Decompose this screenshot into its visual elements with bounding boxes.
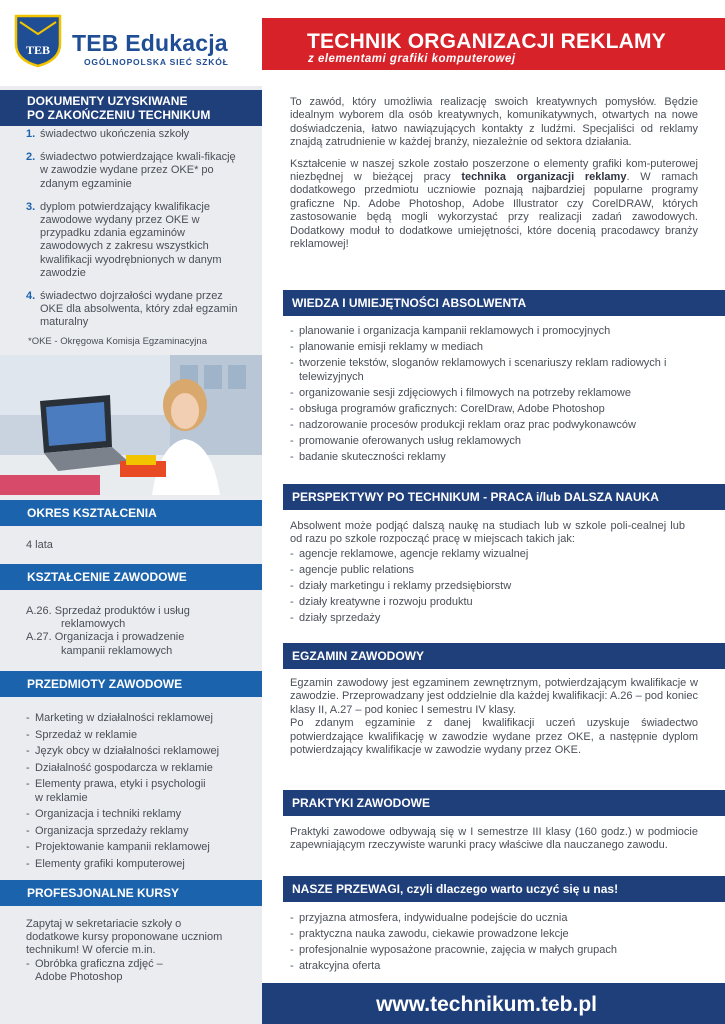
skills-heading: WIEDZA I UMIEJĘTNOŚCI ABSOLWENTA (283, 290, 725, 316)
qualification-a26: A.26. Sprzedaż produktów i usług reklamowych (26, 605, 190, 631)
list-item: - praktyczna nauka zawodu, ciekawie prowadzone lekcje (290, 928, 698, 941)
oke-footnote: *OKE - Okręgowa Komisja Egzaminacyjna (28, 336, 207, 347)
docs-list (26, 128, 240, 330)
period-heading: OKRES KSZTAŁCENIA (0, 500, 262, 526)
qualification-a27: A.27. Organizacja i prowadzenie kampanii reklamowych (26, 631, 185, 657)
docs-heading-line1: DOKUMENTY UZYSKIWANE (27, 94, 188, 108)
brand-name: TEB Edukacja (72, 30, 228, 56)
list-item: - przyjazna atmosfera, indywidualne podejście do ucznia (290, 912, 698, 925)
advantages-list (290, 912, 698, 974)
list-item: 1. świadectwo ukończenia szkoły (26, 128, 190, 140)
intro-text (290, 96, 698, 259)
list-item: - działy kreatywne i rozwoju produktu (290, 596, 685, 609)
advantages-heading-rest: czyli dlaczego warto uczyć się u nas! (403, 882, 619, 896)
list-item: 3. dyplom potwierdzający kwalifikacje zawodowe wydany przez OKE w przypadku zdania egzaminów zawodowych z zakresu wszystkich kwalifikacji wyodrębnionych w danym zawodzie (26, 200, 222, 279)
list-item: - organizowanie sesji zdjęciowych i filmowych na potrzeby reklamowe (290, 387, 698, 400)
brand-tagline: OGÓLNOPOLSKA SIEĆ SZKÓŁ (84, 57, 229, 67)
list-item: - agencje reklamowe, agencje reklamy wizualnej (290, 548, 685, 561)
list-item: - promowanie oferowanych usług reklamowych (290, 435, 698, 448)
website-link[interactable]: www.technikum.teb.pl (376, 993, 597, 1016)
list-item: - działy sprzedaży (290, 612, 685, 625)
list-item: - Marketing w działalności reklamowej (26, 712, 248, 725)
list-item: - tworzenie tekstów, sloganów reklamowych i scenariuszy reklam radiowych i telewizyjnych (290, 357, 670, 384)
list-item: - Działalność gospodarcza w reklamie (26, 762, 248, 775)
exam-block (290, 677, 698, 765)
list-item: - Organizacja sprzedaży reklamy (26, 825, 248, 838)
student-photo (0, 355, 262, 495)
prospects-intro: Absolwent może podjąć dalszą naukę na studiach lub w szkole poli-cealnej lub od razu po szkole rozpocząć pracę w miejscach takich jak: (290, 520, 685, 546)
practice-heading: PRAKTYKI ZAWODOWE (283, 790, 725, 816)
subjects-heading: PRZEDMIOTY ZAWODOWE (0, 671, 262, 697)
vocational-heading: KSZTAŁCENIE ZAWODOWE (0, 564, 262, 590)
vocational-list (26, 605, 216, 658)
period-value: 4 lata (26, 539, 53, 551)
list-item: - planowanie emisji reklamy w mediach (290, 341, 698, 354)
list-item: - agencje public relations (290, 564, 685, 577)
page-title: TECHNIK ORGANIZACJI REKLAMY (307, 30, 666, 53)
list-item: - obsługa programów graficznych: CorelDraw, Adobe Photoshop (290, 403, 698, 416)
logo-text: TEB (25, 43, 51, 57)
prospects-heading: PERSPEKTYWY PO TECHNIKUM - PRACA i/lub DALSZA NAUKA (283, 484, 725, 510)
list-item: - badanie skuteczności reklamy (290, 451, 698, 464)
advantages-block (290, 912, 698, 976)
exam-paragraph-2: Po zdanym egzaminie z danej kwalifikacji uczeń uzyskuje świadectwo potwierdzające kwalifikację w zawodzie wydane przez OKE, a następnie dyplom potwierdzający kwalifikacje w zawodzie wydany przez OKE. (290, 717, 698, 757)
list-item: - Sprzedaż w reklamie (26, 729, 248, 742)
list-item: - działy marketingu i reklamy przedsiębiorstw (290, 580, 685, 593)
advantages-heading-bold: NASZE PRZEWAGI, (292, 882, 404, 896)
subjects-list (26, 712, 248, 871)
skills-block (290, 325, 698, 467)
docs-heading (0, 90, 262, 126)
exam-paragraph-1: Egzamin zawodowy jest egzaminem zewnętrznym, potwierdzającym kwalifikacje w zawodzie. Przeprowadzany jest oddzielnie dla każdej kwalifikacji: A.26 – pod koniec klasy II, A.27 – pod koniec I semestru IV klasy. (290, 677, 698, 716)
list-item: - atrakcyjna oferta (290, 960, 698, 973)
prospects-list (290, 548, 685, 626)
list-item: 2. świadectwo potwierdzające kwali-fikację w zawodzie wydane przez OKE* po zdanym egzaminie (26, 151, 236, 190)
docs-list-block (26, 128, 240, 340)
list-item: - Język obcy w działalności reklamowej (26, 745, 248, 758)
skills-list (290, 325, 698, 464)
list-item: 4. świadectwo dojrzałości wydane przez OKE dla absolwenta, który zdał egzamin maturalny (26, 290, 238, 329)
list-item: - Elementy grafiki komputerowej (26, 858, 248, 871)
list-item: - Obróbka graficzna zdjęć – Adobe Photoshop (26, 958, 176, 984)
footer-left-strip (0, 983, 262, 1024)
prospects-block (290, 520, 685, 628)
list-item: - nadzorowanie procesów produkcji reklam oraz prac podwykonawców (290, 419, 698, 432)
practice-text: Praktyki zawodowe odbywają się w I semestrze III klasy (160 godz.) w podmiocie zapewniającym rzeczywiste warunki pracy właściwe dla nauczanego zawodu. (290, 826, 698, 852)
exam-heading: EGZAMIN ZAWODOWY (283, 643, 725, 669)
list-item: - Elementy prawa, etyki i psychologii w reklamie (26, 778, 211, 804)
list-item: - Projektowanie kampanii reklamowej (26, 841, 248, 854)
teb-shield-logo (14, 14, 62, 68)
intro-paragraph-1: To zawód, który umożliwia realizację swoich kreatywnych pomysłów. Będzie idealnym wyborem dla osób kreatywnych, komunikatywnych, otwartych na nowe doświadczenia, łatwo nawiązujących kontakty z ludźmi. Specjaliści od reklamy znajdą zatrudnienie w każdej branży, niezależnie od sektora działania. (290, 96, 698, 149)
list-item: - planowanie i organizacja kampanii reklamowych i promocyjnych (290, 325, 698, 338)
page-subtitle: z elementami grafiki komputerowej (308, 53, 516, 65)
docs-heading-line2: PO ZAKOŃCZENIU TECHNIKUM (27, 108, 211, 122)
list-item: - Organizacja i techniki reklamy (26, 808, 248, 821)
subjects-block (26, 712, 248, 875)
list-item: - profesjonalnie wyposażone pracownie, zajęcia w małych grupach (290, 944, 698, 957)
intro-paragraph-2: Kształcenie w naszej szkole zostało poszerzone o elementy grafiki kom-puterowej niezbędnej w bieżącej pracy technika organizacji reklamy. W ramach dodatkowego przedmiotu uczniowie poznają najbardziej popularne programy graficzne Np. Adobe Photoshop, Adobe Illustrator czy CorelDRAW, których zastosowanie będą mogli wykorzystać przy realizacji zadań zawodowych. Dodatkowy moduł to dodatkowe umiejętności, które docenią pracodawcy branży reklamowej! (290, 157, 698, 251)
courses-intro: Zapytaj w sekretariacie szkoły o dodatkowe kursy proponowane uczniom technikum! W ofercie m.in. (26, 918, 223, 957)
courses-heading: PROFESJONALNE KURSY (0, 880, 262, 906)
advantages-heading (283, 876, 725, 902)
